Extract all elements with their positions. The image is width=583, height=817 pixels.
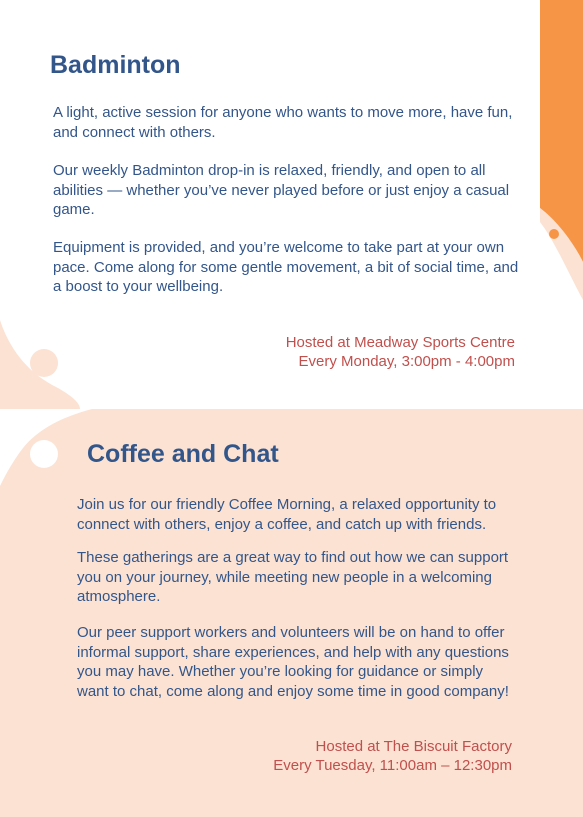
badminton-hosted-time: Every Monday, 3:00pm - 4:00pm — [298, 353, 515, 370]
coffee-paragraph-3: Our peer support workers and volunteers will be on hand to offer informal support, share experiences, and help with any questions you may have. Whether you’re looking for guidance or simply want to chat, come along and enjoy some time in good company! — [77, 624, 509, 700]
coffee-section — [0, 409, 583, 817]
badminton-title: Badminton — [50, 51, 181, 79]
coffee-hosted-location: Hosted at The Biscuit Factory — [315, 738, 512, 755]
badminton-paragraph-3: Equipment is provided, and you’re welcome to take part at your own pace. Come along for some gentle movement, a bit of social time, and a boost to your wellbeing. — [53, 239, 519, 295]
coffee-paragraph-1: Join us for our friendly Coffee Morning, a relaxed opportunity to connect with others, enjoy a coffee, and catch up with friends. — [77, 496, 497, 533]
badminton-paragraph-1: A light, active session for anyone who wants to move more, have fun, and connect with others. — [53, 104, 513, 141]
coffee-title: Coffee and Chat — [87, 440, 279, 468]
coffee-hosted-time: Every Tuesday, 11:00am – 12:30pm — [273, 757, 512, 774]
badminton-hosted-location: Hosted at Meadway Sports Centre — [285, 334, 515, 351]
badminton-paragraph-2: Our weekly Badminton drop-in is relaxed, friendly, and open to all abilities — whether you’ve never played before or just enjoy a casual game. — [53, 162, 510, 218]
coffee-paragraph-2: These gatherings are a great way to find out how we can support you on your journey, while meeting new people in a welcoming atmosphere. — [77, 549, 509, 605]
